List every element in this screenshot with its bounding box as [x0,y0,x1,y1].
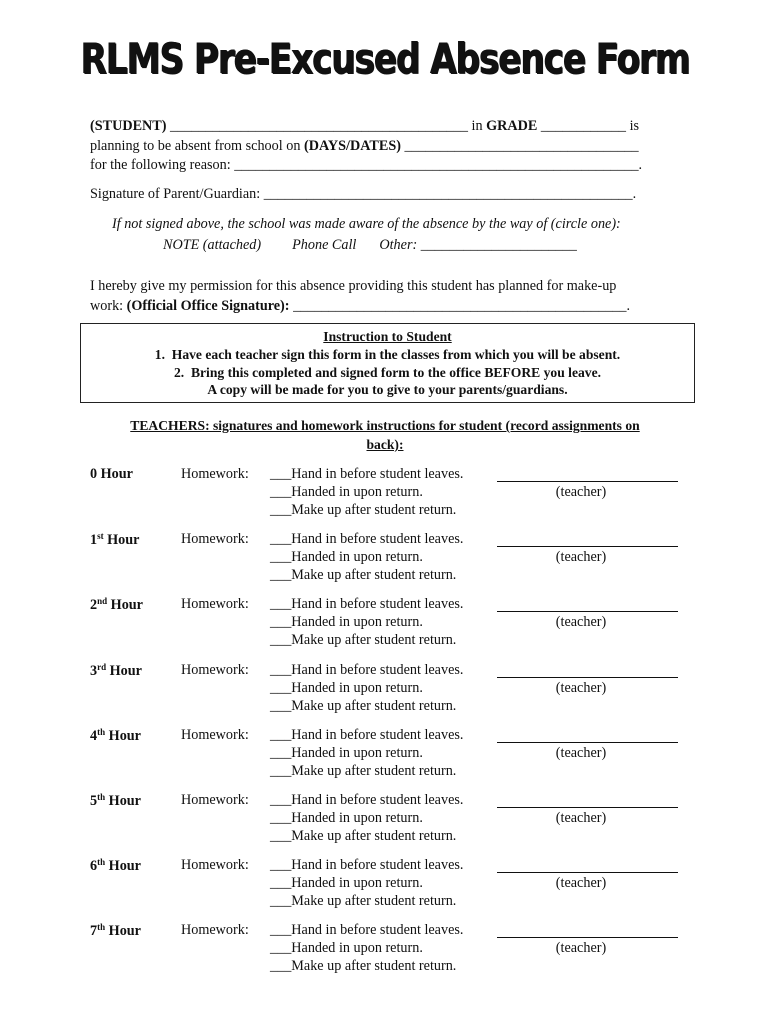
not-signed-note: If not signed above, the school was made aware of the absence by the way of (circle one): [112,216,621,232]
hour-suffix: th [97,792,106,802]
teacher-label: (teacher) [555,680,607,696]
page-title: RLMS Pre-Excused Absence Form [80,34,690,83]
homework-label: Homework: [181,466,249,482]
hour-suffix: rd [97,662,107,672]
teacher-label: (teacher) [555,484,607,500]
homework-option-3[interactable]: ___Make up after student return. [270,698,457,714]
dates-line [90,138,639,155]
hour-label-6 [90,857,141,875]
teacher-signature-field[interactable] [497,807,678,808]
homework-option-3[interactable]: ___Make up after student return. [270,567,457,583]
homework-option-2[interactable]: ___Handed in upon return. [270,875,423,891]
homework-option-1[interactable]: ___Hand in before student leaves. [270,727,464,743]
homework-option-2[interactable]: ___Handed in upon return. [270,810,423,826]
hour-label-4 [90,727,141,745]
homework-option-2[interactable]: ___Handed in upon return. [270,745,423,761]
homework-label: Homework: [181,596,249,612]
homework-option-3[interactable]: ___Make up after student return. [270,632,457,648]
teacher-signature-field[interactable] [497,677,678,678]
hour-suffix: th [97,922,106,932]
hour-word: Hour [105,728,141,744]
office-signature-field[interactable]: _______________________________________________. [289,298,631,314]
hour-word: Hour [103,532,140,548]
hour-label-5 [90,792,141,810]
homework-label: Homework: [181,531,249,547]
permission-line-1: I hereby give my permission for this absence providing this student has planned for make-up [90,278,617,294]
dates-prefix: planning to be absent from school on [90,138,301,154]
homework-label: Homework: [181,857,249,873]
teacher-signature-field[interactable] [497,937,678,938]
teacher-label: (teacher) [555,810,607,826]
hour-number: 3 [90,663,98,679]
hour-word: Hour [105,793,141,809]
dates-field[interactable]: _________________________________ [404,138,639,154]
hour-word: Hour [105,923,141,939]
hour-number: 5 [90,793,98,809]
homework-label: Homework: [181,922,249,938]
teacher-signature-field[interactable] [497,872,678,873]
hour-number: 0 [90,466,98,482]
teacher-signature-field[interactable] [497,611,678,612]
instructions-heading: Instruction to Student [323,329,452,344]
teacher-label: (teacher) [555,875,607,891]
homework-option-1[interactable]: ___Hand in before student leaves. [270,596,464,612]
in-text: in [471,118,483,134]
option-note[interactable]: NOTE (attached) [163,237,262,253]
hour-label-3 [90,662,142,680]
homework-option-2[interactable]: ___Handed in upon return. [270,484,423,500]
hour-number: 4 [90,728,98,744]
teacher-signature-field[interactable] [497,546,678,547]
teacher-label: (teacher) [555,549,607,565]
homework-option-1[interactable]: ___Hand in before student leaves. [270,922,464,938]
homework-label: Homework: [181,662,249,678]
reason-field[interactable]: for the following reason: _________________________________________________________. [90,157,643,173]
parent-signature-field[interactable]: Signature of Parent/Guardian: ____________________________________________________. [90,186,637,202]
teacher-label: (teacher) [555,614,607,630]
hour-word: Hour [97,466,133,482]
homework-option-1[interactable]: ___Hand in before student leaves. [270,792,464,808]
homework-label: Homework: [181,727,249,743]
hour-number: 2 [90,597,98,613]
hour-word: Hour [106,663,142,679]
teacher-label: (teacher) [555,940,607,956]
student-field[interactable]: __________________________________________ [170,118,468,134]
teacher-label: (teacher) [555,745,607,761]
homework-option-2[interactable]: ___Handed in upon return. [270,549,423,565]
hour-label-1 [90,531,139,549]
instruction-item-3: A copy will be made for you to give to your parents/guardians. [207,382,568,397]
homework-label: Homework: [181,792,249,808]
homework-option-2[interactable]: ___Handed in upon return. [270,680,423,696]
homework-option-2[interactable]: ___Handed in upon return. [270,614,423,630]
teachers-heading-1: TEACHERS: signatures and homework instructions for student (record assignments on [130,418,640,433]
homework-option-1[interactable]: ___Hand in before student leaves. [270,531,464,547]
options-line [163,237,577,254]
option-other[interactable]: Other: ______________________ [379,237,577,253]
instruction-item-1: 1. Have each teacher sign this form in the classes from which you will be absent. [154,347,621,362]
homework-option-3[interactable]: ___Make up after student return. [270,763,457,779]
hour-suffix: th [97,857,106,867]
office-signature-label: (Official Office Signature): [126,298,290,314]
instructions-box [80,323,695,403]
homework-option-1[interactable]: ___Hand in before student leaves. [270,662,464,678]
dates-label: (DAYS/DATES) [303,138,401,154]
hour-label-7 [90,922,141,940]
student-label: (STUDENT) [90,118,167,134]
teachers-heading-2: back): [366,437,404,452]
hour-word: Hour [105,858,141,874]
homework-option-3[interactable]: ___Make up after student return. [270,828,457,844]
hour-label-0 [90,466,133,483]
hour-suffix: th [97,727,106,737]
hour-number: 7 [90,923,98,939]
teacher-signature-field[interactable] [497,742,678,743]
hour-label-2 [90,596,143,614]
homework-option-1[interactable]: ___Hand in before student leaves. [270,857,464,873]
homework-option-1[interactable]: ___Hand in before student leaves. [270,466,464,482]
hour-suffix: nd [97,596,108,606]
teacher-signature-field[interactable] [497,481,678,482]
is-text: is [629,118,640,134]
work-prefix: work: [90,298,124,314]
permission-line-2 [90,298,630,315]
hour-number: 6 [90,858,98,874]
homework-option-3[interactable]: ___Make up after student return. [270,502,457,518]
homework-option-3[interactable]: ___Make up after student return. [270,893,457,909]
student-line [90,118,639,135]
hour-suffix: st [97,531,104,541]
homework-option-2[interactable]: ___Handed in upon return. [270,940,423,956]
hour-number: 1 [90,532,98,548]
homework-option-3[interactable]: ___Make up after student return. [270,958,457,974]
grade-field[interactable]: ____________ [540,118,627,134]
hour-word: Hour [107,597,143,613]
option-phone[interactable]: Phone Call [292,237,357,253]
instruction-item-2: 2. Bring this completed and signed form to the office BEFORE you leave. [173,365,602,380]
grade-label: GRADE [486,118,538,134]
